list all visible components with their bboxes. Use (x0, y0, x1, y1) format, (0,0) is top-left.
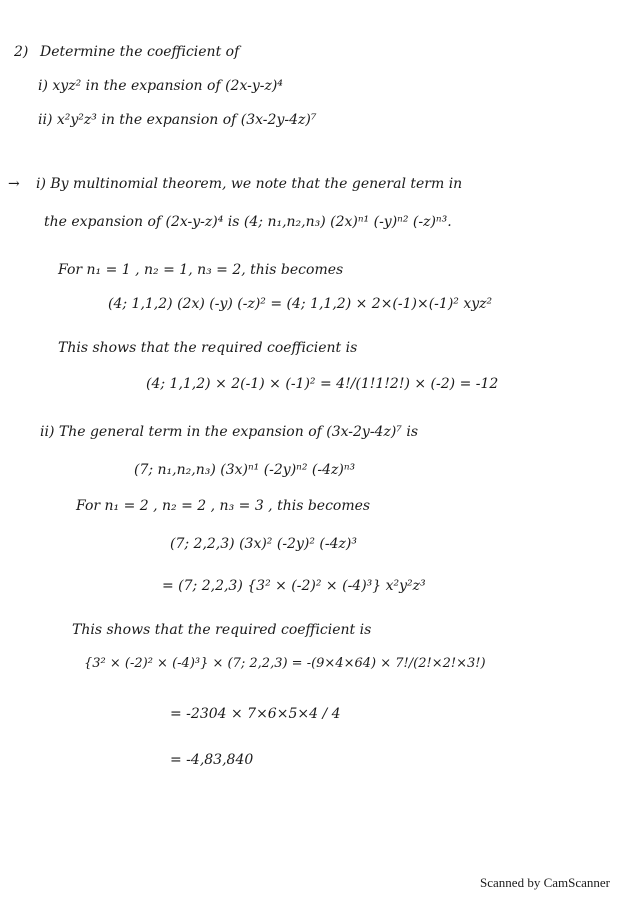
scanner-watermark: Scanned by CamScanner (480, 875, 610, 890)
part-ii-line-5: = (7; 2,2,3) {3² × (-2)² × (-4)³} x²y²z³ (162, 578, 426, 594)
part-ii-line-8: = -2304 × 7×6×5×4 / 4 (170, 706, 341, 722)
part-ii-line-2: (7; n₁,n₂,n₃) (3x)ⁿ¹ (-2y)ⁿ² (-4z)ⁿ³ (134, 462, 356, 478)
part-i-line-4: (4; 1,1,2) (2x) (-y) (-z)² = (4; 1,1,2) × 2×(-1)×(-1)² xyz² (108, 296, 493, 312)
part-i-line-3: For n₁ = 1 , n₂ = 1, n₃ = 2, this becomes (58, 262, 344, 278)
part-ii-line-4: (7; 2,2,3) (3x)² (-2y)² (-4z)³ (170, 536, 357, 552)
part-ii-line-3: For n₁ = 2 , n₂ = 2 , n₃ = 3 , this becomes (76, 498, 371, 514)
part-ii-line-1: ii) The general term in the expansion of (3x-2y-4z)⁷ is (40, 424, 419, 440)
part-i-line-1: i) By multinomial theorem, we note that the general term in (36, 176, 463, 192)
question-number: 2) (14, 44, 29, 60)
question-intro: Determine the coefficient of (40, 44, 240, 60)
part-i-line-6: (4; 1,1,2) × 2(-1) × (-1)² = 4!/(1!1!2!) × (-2) = -12 (146, 376, 499, 392)
part-i-line-5: This shows that the required coefficient is (58, 340, 358, 356)
part-ii-line-7: {3² × (-2)² × (-4)³} × (7; 2,2,3) = -(9×4×64) × 7!/(2!×2!×3!) (84, 656, 486, 671)
question-part-ii: ii) x²y²z³ in the expansion of (3x-2y-4z)⁷ (38, 112, 317, 128)
question-part-i: i) xyz² in the expansion of (2x-y-z)⁴ (38, 78, 283, 94)
answer-arrow: → (8, 176, 20, 192)
part-ii-line-6: This shows that the required coefficient is (72, 622, 372, 638)
part-i-line-2: the expansion of (2x-y-z)⁴ is (4; n₁,n₂,n₃) (2x)ⁿ¹ (-y)ⁿ² (-z)ⁿ³. (44, 214, 452, 230)
part-ii-line-9: = -4,83,840 (170, 752, 254, 768)
